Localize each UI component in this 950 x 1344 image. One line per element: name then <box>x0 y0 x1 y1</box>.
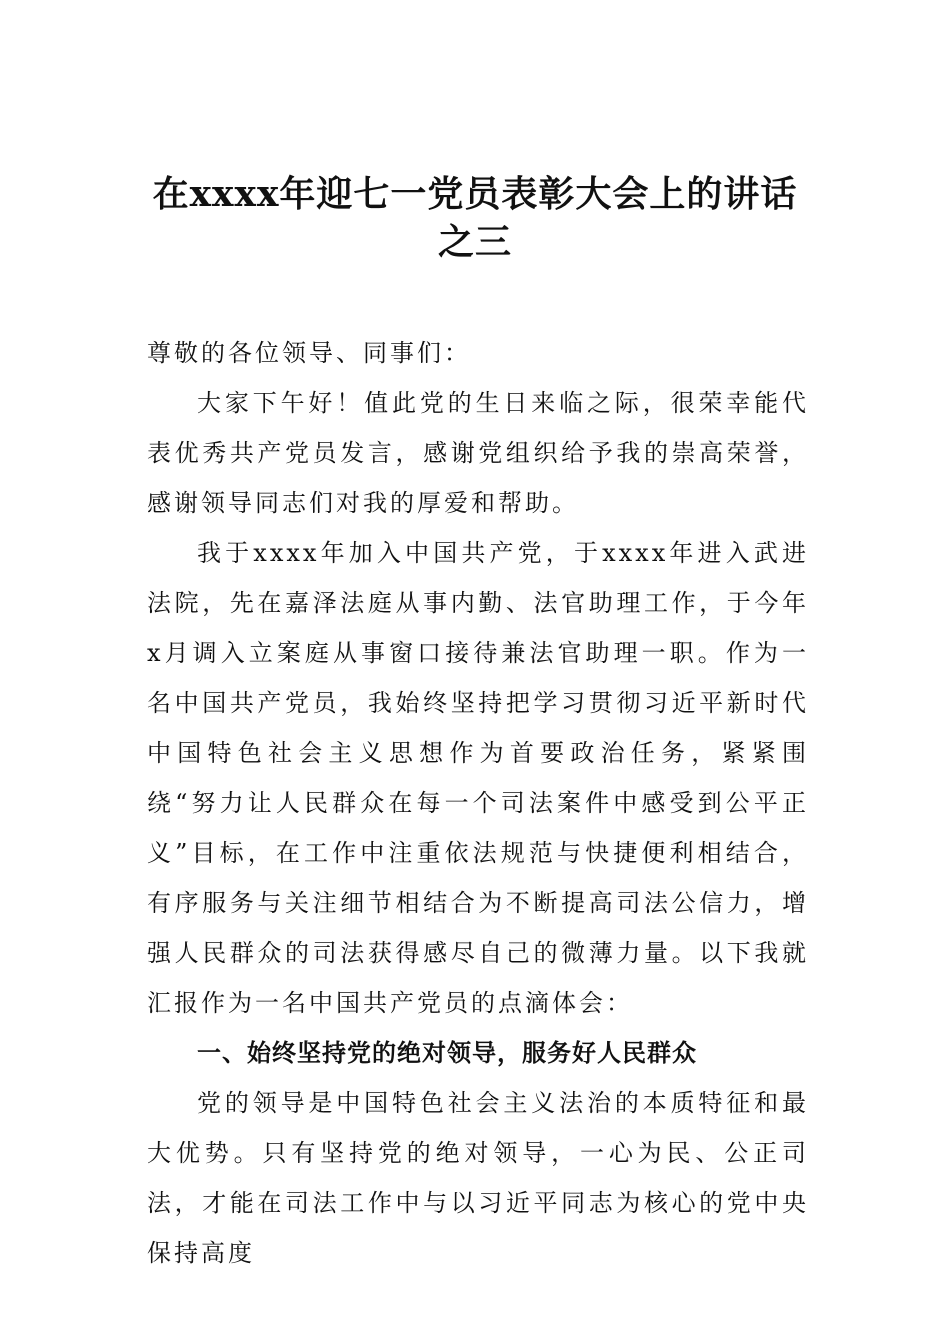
document-title: 在xxxx年迎七一党员表彰大会上的讲话之三 <box>152 173 798 263</box>
salutation: 尊敬的各位领导、同事们： <box>147 339 471 367</box>
section-paragraph: 党的领导是中国特色社会主义法治的本质特征和最大优势。只有坚持党的绝对领导，一心为民、公正司法，才能在司法工作中与以习近平同志为核心的党中央保持高度 <box>147 1089 809 1267</box>
section-heading: 一、始终坚持党的绝对领导，服务好人民群众 <box>197 1039 697 1067</box>
paragraph-introduction: 我于xxxx年加入中国共产党，于xxxx年进入武进法院，先在嘉泽法庭从事内勤、法官助理工作，于今年x月调入立案庭从事窗口接待兼法官助理一职。作为一名中国共产党员，我始终坚持把学习贯彻习近平新时代中国特色社会主义思想作为首要政治任务，紧紧围绕“努力让人民群众在每一个司法案件中感受到公平正义”目标，在工作中注重依法规范与快捷便利相结合，有序服务与关注细节相结合为不断提高司法公信力，增强人民群众的司法获得感尽自己的微薄力量。以下我就汇报作为一名中国共产党员的点滴体会： <box>147 539 809 1017</box>
document-body <box>147 328 809 1278</box>
paragraph-greeting: 大家下午好！值此党的生日来临之际，很荣幸能代表优秀共产党员发言，感谢党组织给予我的崇高荣誉，感谢领导同志们对我的厚爱和帮助。 <box>147 389 809 517</box>
